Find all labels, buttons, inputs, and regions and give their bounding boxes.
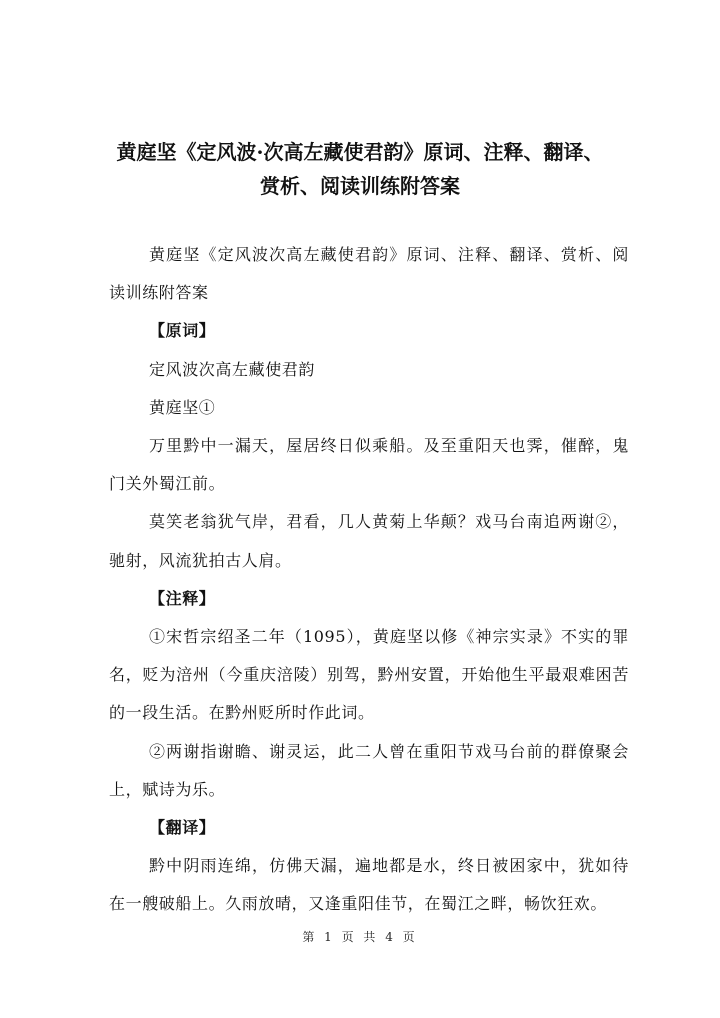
note-1: ①宋哲宗绍圣二年（1095），黄庭坚以修《神宗实录》不实的罪名，贬为涪州（今重庆涪陵）别驾，黔州安置，开始他生平最艰难困苦的一段生活。在黔州贬所时作此词。	[109, 627, 629, 723]
poem-stanza-1: 万里黔中一漏天，屋居终日似乘船。及至重阳天也霁，催醉，鬼门关外蜀江前。	[109, 436, 629, 494]
poem-title: 定风波次高左藏使君韵	[149, 359, 316, 379]
poem-stanza-2: 莫笑老翁犹气岸，君看，几人黄菊上华颠？戏马台南追两谢②，驰射，风流犹拍古人肩。	[109, 512, 629, 570]
document-body	[109, 236, 629, 924]
section-heading-original: 【原词】	[149, 321, 216, 341]
poem-author: 黄庭坚①	[149, 397, 216, 417]
section-heading-notes: 【注释】	[149, 588, 216, 608]
section-heading-translation: 【翻译】	[149, 818, 216, 838]
document-title-line-1: 黄庭坚《定风波·次高左藏使君韵》原词、注释、翻译、	[116, 140, 604, 164]
document-title-line-2: 赏析、阅读训练附答案	[260, 174, 460, 198]
note-2: ②两谢指谢瞻、谢灵运，此二人曾在重阳节戏马台前的群僚聚会上，赋诗为乐。	[109, 741, 629, 799]
intro-paragraph: 黄庭坚《定风波次高左藏使君韵》原词、注释、翻译、赏析、阅读训练附答案	[109, 245, 629, 303]
translation-paragraph: 黔中阴雨连绵，仿佛天漏，遍地都是水，终日被困家中，犹如待在一艘破船上。久雨放晴，又逢重阳佳节，在蜀江之畔，畅饮狂欢。	[109, 856, 629, 914]
page-footer: 第 1 页 共 4 页	[302, 930, 418, 944]
